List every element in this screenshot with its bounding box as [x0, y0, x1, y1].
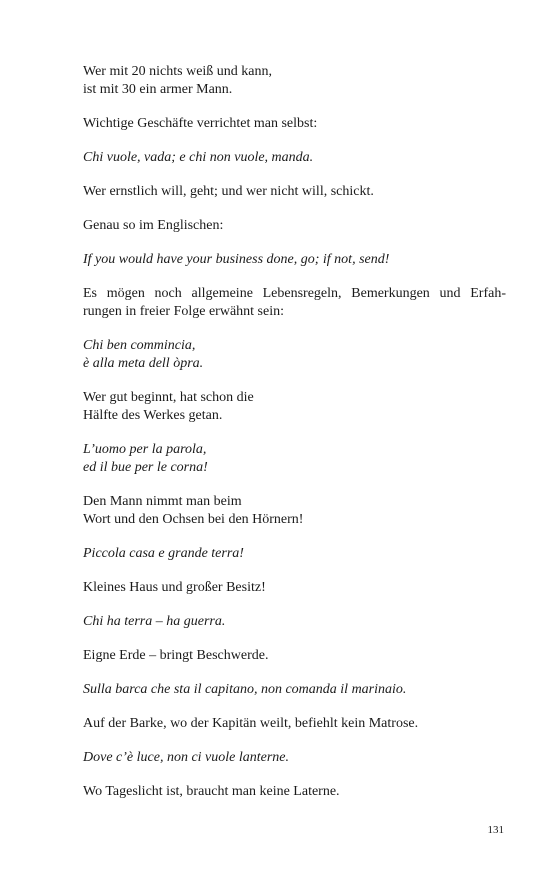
- text-line: Eigne Erde – bringt Beschwerde.: [83, 648, 269, 663]
- text-line: Hälfte des Werkes getan.: [83, 408, 223, 423]
- text-line: Auf der Barke, wo der Kapitän weilt, befiehlt kein Matrose.: [83, 716, 419, 731]
- italian-proverb: [83, 545, 506, 563]
- text-line: Chi vuole, vada; e chi non vuole, manda.: [83, 150, 314, 165]
- italian-proverb: [83, 613, 506, 631]
- text-line: Wer mit 20 nichts weiß und kann,: [83, 64, 273, 79]
- text-line: Es mögen noch allgemeine Lebensregeln, Bemerkungen und Erfah-: [83, 286, 506, 301]
- text-line: Piccola casa e grande terra!: [83, 546, 244, 561]
- text-paragraph: [83, 217, 506, 235]
- text-line: Chi ha terra – ha guerra.: [83, 614, 226, 629]
- page-body: [83, 63, 506, 817]
- italian-proverb: [83, 251, 506, 269]
- text-line: Wer ernstlich will, geht; und wer nicht will, schickt.: [83, 184, 374, 199]
- text-line: Kleines Haus und großer Besitz!: [83, 580, 266, 595]
- text-paragraph: [83, 115, 506, 133]
- text-line: rungen in freier Folge erwähnt sein:: [83, 304, 284, 319]
- text-paragraph: [83, 389, 506, 425]
- text-line: Wo Tageslicht ist, braucht man keine Laterne.: [83, 784, 340, 799]
- italian-proverb: [83, 441, 506, 477]
- text-line: Sulla barca che sta il capitano, non comanda il marinaio.: [83, 682, 407, 697]
- text-line: Wer gut beginnt, hat schon die: [83, 390, 254, 405]
- italian-proverb: [83, 749, 506, 767]
- text-paragraph: [83, 183, 506, 201]
- text-line: Genau so im Englischen:: [83, 218, 224, 233]
- page-number: 131: [487, 824, 504, 836]
- text-line: Den Mann nimmt man beim: [83, 494, 242, 509]
- text-line: Wichtige Geschäfte verrichtet man selbst:: [83, 116, 318, 131]
- text-line: ed il bue per le corna!: [83, 460, 208, 475]
- text-line: L’uomo per la parola,: [83, 442, 207, 457]
- italian-proverb: [83, 681, 506, 699]
- text-line: è alla meta dell òpra.: [83, 356, 204, 371]
- text-paragraph: [83, 63, 506, 99]
- italian-proverb: [83, 149, 506, 167]
- text-paragraph: [83, 715, 506, 733]
- text-paragraph: [83, 285, 506, 321]
- text-line: Dove c’è luce, non ci vuole lanterne.: [83, 750, 290, 765]
- text-line: If you would have your business done, go; if not, send!: [83, 252, 390, 267]
- text-paragraph: [83, 579, 506, 597]
- text-paragraph: [83, 493, 506, 529]
- text-paragraph: [83, 647, 506, 665]
- text-line: ist mit 30 ein armer Mann.: [83, 82, 233, 97]
- text-line: Chi ben commincia,: [83, 338, 196, 353]
- italian-proverb: [83, 337, 506, 373]
- text-paragraph: [83, 783, 506, 801]
- text-line: Wort und den Ochsen bei den Hörnern!: [83, 512, 304, 527]
